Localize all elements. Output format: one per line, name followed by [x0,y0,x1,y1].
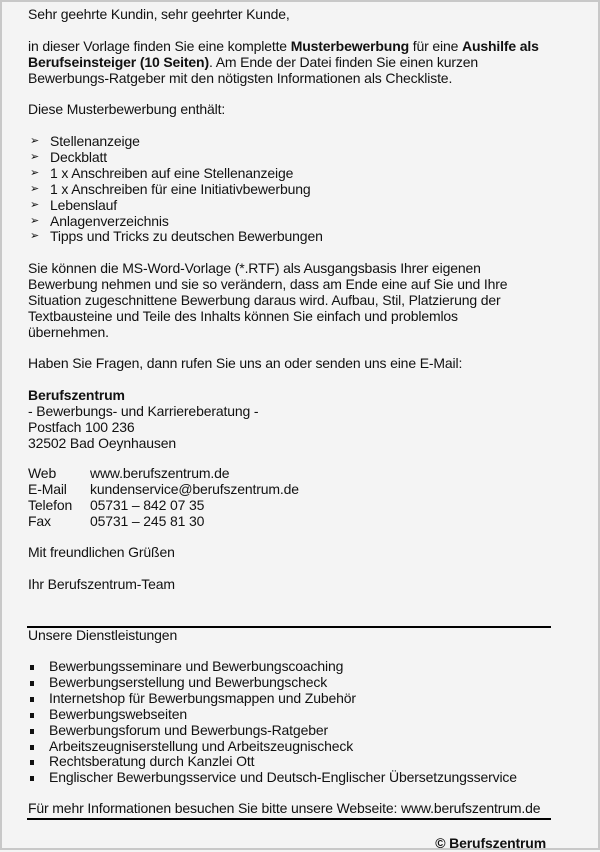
list-item-text: Lebenslauf [50,196,118,213]
list-item-text: Bewerbungsforum und Bewerbungs-Ratgeber [49,721,328,738]
intro-bold: Musterbewerbung [290,38,410,54]
square-bullet-icon [30,760,34,765]
list-item [8,134,323,150]
list-item [28,691,517,707]
fax-value: 05731 – 245 81 30 [90,512,205,529]
contact-row [28,466,299,482]
list-item-text: Stellenanzeige [50,133,140,149]
bottom-rule-divider [27,818,551,820]
contact-label: E-Mail [28,480,67,497]
city: 32502 Bad Oeynhausen [28,434,177,451]
arrow-bullet-icon: ➢ [30,230,40,243]
usage-paragraph [28,261,507,341]
phone-value: 05731 – 842 07 35 [90,496,205,513]
contact-label: Web [28,465,57,481]
intro-paragraph [28,39,539,87]
greeting: Sehr geehrte Kundin, sehr geehrter Kunde, [28,6,290,22]
intro-text: Bewerbungs-Ratgeber mit den nötigsten Informationen als Checkliste. [28,69,453,86]
list-item-text: Arbeitszeugniserstellung und Arbeitszeugnischeck [49,737,354,754]
square-bullet-icon [30,665,34,670]
address-block [28,388,258,452]
company-name: Berufszentrum [28,387,125,403]
list-item [8,214,323,230]
contact-row [28,498,299,514]
services-heading: Unsere Dienstleistungen [28,627,178,643]
usage-line: übernehmen. [28,323,109,340]
more-info-text: Für mehr Informationen besuchen Sie bitte unsere Webseite: www.berufszentrum.de [28,800,541,816]
list-item-text: Bewerbungserstellung und Bewerbungscheck [49,673,328,690]
intro-text: . Am Ende der Datei finden Sie einen kurzen [208,53,479,70]
list-item-text: Englischer Bewerbungsservice und Deutsch-Englischer Übersetzungsservice [49,769,517,786]
list-item [28,754,517,770]
list-item-text: Internetshop für Bewerbungsmappen und Zubehör [49,689,356,706]
arrow-bullet-icon: ➢ [30,166,40,179]
questions-text: Haben Sie Fragen, dann rufen Sie uns an oder senden uns eine E-Mail: [28,355,463,371]
contact-label: Fax [28,512,51,529]
web-link[interactable]: www.berufszentrum.de [90,465,230,481]
copyright: © Berufszentrum [435,835,546,851]
list-item [8,198,323,214]
list-item-text: 1 x Anschreiben auf eine Stellenanzeige [50,164,294,181]
usage-line: Bewerbung nehmen und sie so verändern, dass am Ende eine auf Sie und Ihre [28,275,508,292]
list-item [28,770,517,786]
square-bullet-icon [30,697,34,702]
list-item-text: Tipps und Tricks zu deutschen Bewerbungen [50,228,323,245]
postbox: Postfach 100 236 [28,418,135,435]
square-bullet-icon [30,729,34,734]
closing: Mit freundlichen Grüßen [28,544,175,560]
usage-line: Situation zugeschnittene Bewerbung daraus wird. Aufbau, Stil, Platzierung der [28,291,501,308]
services-list [28,659,517,786]
list-item-text: Rechtsberatung durch Kanzlei Ott [49,753,255,770]
list-item [28,675,517,691]
intro-bold: Aushilfe als [462,38,539,54]
contents-list [8,134,323,245]
arrow-bullet-icon: ➢ [30,150,40,163]
square-bullet-icon [30,745,34,750]
company-tagline: - Bewerbungs- und Karriereberatung - [28,402,259,419]
list-item [28,739,517,755]
contact-label: Telefon [28,496,73,513]
arrow-bullet-icon: ➢ [30,182,40,195]
list-item [8,229,323,245]
list-item [8,166,323,182]
contact-table [28,466,299,530]
list-item [28,707,517,723]
usage-line: Sie können die MS-Word-Vorlage (*.RTF) als Ausgangsbasis Ihrer eigenen [28,260,481,276]
list-item [8,182,323,198]
square-bullet-icon [30,776,34,781]
list-item [8,150,323,166]
list-item-text: Bewerbungsseminare und Bewerbungscoaching [49,658,344,674]
contact-row [28,514,299,530]
intro-bold: Berufseinsteiger (10 Seiten) [28,53,209,70]
list-item [28,659,517,675]
intro-text: in dieser Vorlage finden Sie eine komplette [28,38,291,54]
square-bullet-icon [30,681,34,686]
usage-line: Textbausteine und Teile des Inhalts können Sie einfach und problemlos [28,307,458,324]
contents-heading: Diese Musterbewerbung enthält: [28,101,226,117]
list-item [28,723,517,739]
arrow-bullet-icon: ➢ [30,198,40,211]
square-bullet-icon [30,713,34,718]
arrow-bullet-icon: ➢ [30,214,40,227]
list-item-text: Deckblatt [50,148,108,165]
list-item-text: Anlagenverzeichnis [50,212,169,229]
intro-text: für eine [409,38,462,54]
email-link[interactable]: kundenservice@berufszentrum.de [90,480,299,497]
list-item-text: Bewerbungswebseiten [49,705,188,722]
signature: Ihr Berufszentrum-Team [28,576,175,592]
contact-row [28,482,299,498]
list-item-text: 1 x Anschreiben für eine Initiativbewerbung [50,180,311,197]
arrow-bullet-icon: ➢ [30,135,40,147]
